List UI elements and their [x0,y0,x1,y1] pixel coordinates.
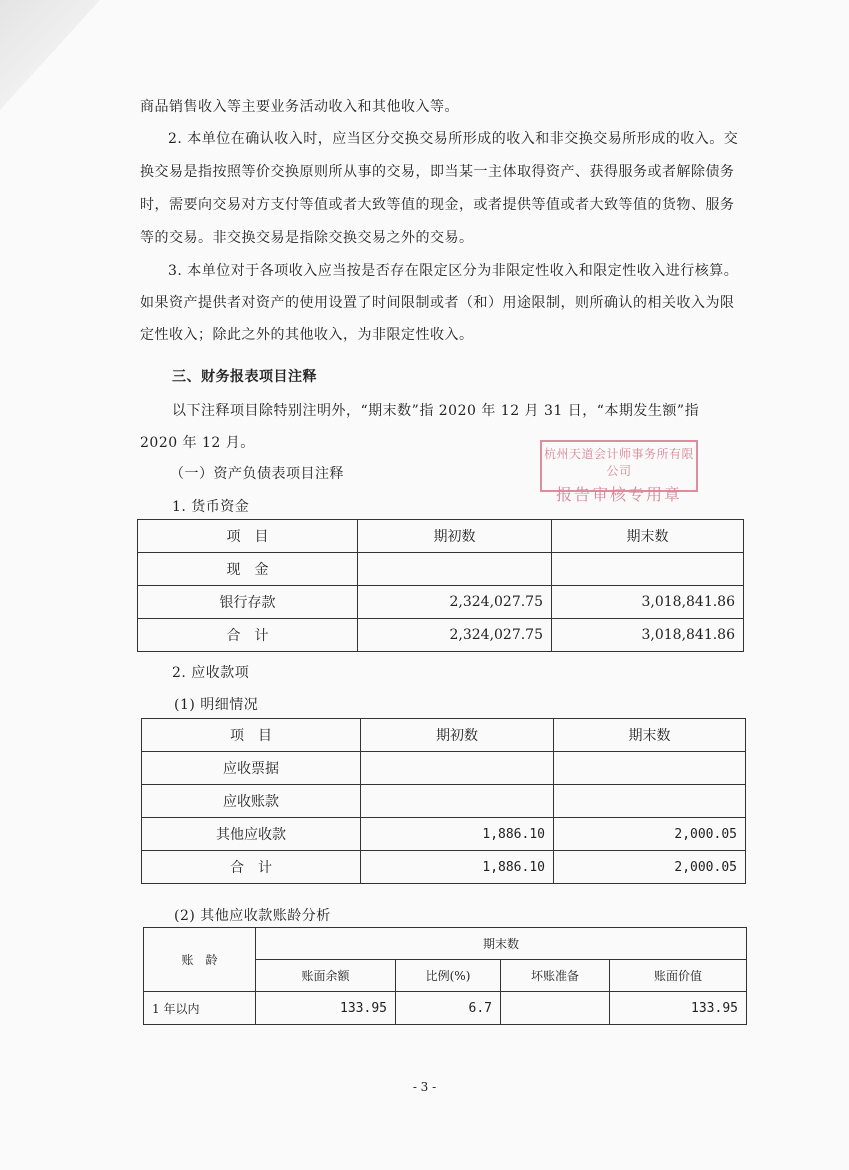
table-cell [358,553,552,586]
table-header-cell: 坏账准备 [501,960,610,992]
page-number: - 3 - [412,1080,437,1094]
aging-table [143,927,747,1025]
table-cell [361,785,554,818]
table-header-row [144,928,747,960]
receivables-table [141,718,746,884]
subitem-heading: (2) 其他应收款账龄分析 [174,908,331,924]
table-cell: 2,000.05 [554,818,746,851]
table-header-cell: 比例(%) [396,960,501,992]
table-cell [554,785,746,818]
table-row [142,818,746,851]
cash-table [137,519,744,652]
stamp-line-2: 报告审核专用章 [555,485,682,504]
item-heading-receivables: 2. 应收款项 [172,665,250,681]
table-cell: 银行存款 [138,586,358,619]
table-header-cell: 期初数 [358,520,552,553]
paragraph-line: 时，需要向交易对方支付等值或者大致等值的现金，或者提供等值或者大致等值的货物、服务 [140,197,735,213]
paragraph-line: 如果资产提供者对资产的使用设置了时间限制或者（和）用途限制，则所确认的相关收入为限 [140,295,735,311]
table-header-cell: 期初数 [361,719,554,752]
subsection-heading: （一）资产负债表项目注释 [170,466,344,482]
table-cell: 其他应收款 [142,818,361,851]
paragraph-line: 定性收入；除此之外的其他收入，为非限定性收入。 [140,327,474,343]
table-cell: 2,324,027.75 [358,619,552,652]
table-cell: 应收票据 [142,752,361,785]
table-header-cell: 期末数 [256,928,747,960]
paragraph-line: 等的交易。非交换交易是指除交换交易之外的交易。 [140,230,474,246]
table-cell: 1,886.10 [361,851,554,884]
table-cell: 现 金 [138,553,358,586]
table-row [144,992,747,1025]
table-cell [361,752,554,785]
page-fold-shadow [0,0,100,110]
item-heading-cash: 1. 货币资金 [172,499,250,515]
table-header-cell: 项 目 [138,520,358,553]
paragraph-line: 换交易是指按照等价交换原则所从事的交易，即当某一主体取得资产、获得服务或者解除债务 [140,164,735,180]
table-header-cell: 账面价值 [610,960,747,992]
approval-stamp [540,440,698,504]
table-cell: 1,886.10 [361,818,554,851]
table-cell: 合 计 [138,619,358,652]
table-cell: 应收账款 [142,785,361,818]
table-cell: 133.95 [256,992,396,1025]
table-cell: 133.95 [610,992,747,1025]
table-cell: 2,000.05 [554,851,746,884]
subitem-heading: (1) 明细情况 [174,697,259,713]
table-cell: 6.7 [396,992,501,1025]
table-header-row [138,520,744,553]
table-cell [552,553,744,586]
table-header-row [142,719,746,752]
table-cell: 合 计 [142,851,361,884]
table-row [138,553,744,586]
table-row [142,785,746,818]
table-row [142,851,746,884]
table-cell [501,992,610,1025]
table-cell: 2,324,027.75 [358,586,552,619]
table-row [138,586,744,619]
table-header-cell: 项 目 [142,719,361,752]
table-cell: 1 年以内 [144,992,256,1025]
table-row [138,619,744,652]
stamp-line-1: 杭州天道会计师事务所有限公司 [543,447,694,478]
table-cell: 3,018,841.86 [552,586,744,619]
section-intro: 2020 年 12 月。 [140,435,255,451]
paragraph-line: 商品销售收入等主要业务活动收入和其他收入等。 [140,99,459,115]
paragraph-line: 2. 本单位在确认收入时，应当区分交换交易所形成的收入和非交换交易所形成的收入。交 [168,131,739,147]
table-cell: 3,018,841.86 [552,619,744,652]
section-intro: 以下注释项目除特别注明外，“期末数”指 2020 年 12 月 31 日，“本期发生额”指 [172,403,700,419]
paragraph-line: 3. 本单位对于各项收入应当按是否存在限定区分为非限定性收入和限定性收入进行核算。 [168,263,739,279]
table-header-cell: 账 龄 [144,928,256,992]
table-header-cell: 期末数 [554,719,746,752]
table-cell [554,752,746,785]
section-heading: 三、财务报表项目注释 [172,369,317,385]
table-row [142,752,746,785]
table-header-cell: 账面余额 [256,960,396,992]
table-header-cell: 期末数 [552,520,744,553]
